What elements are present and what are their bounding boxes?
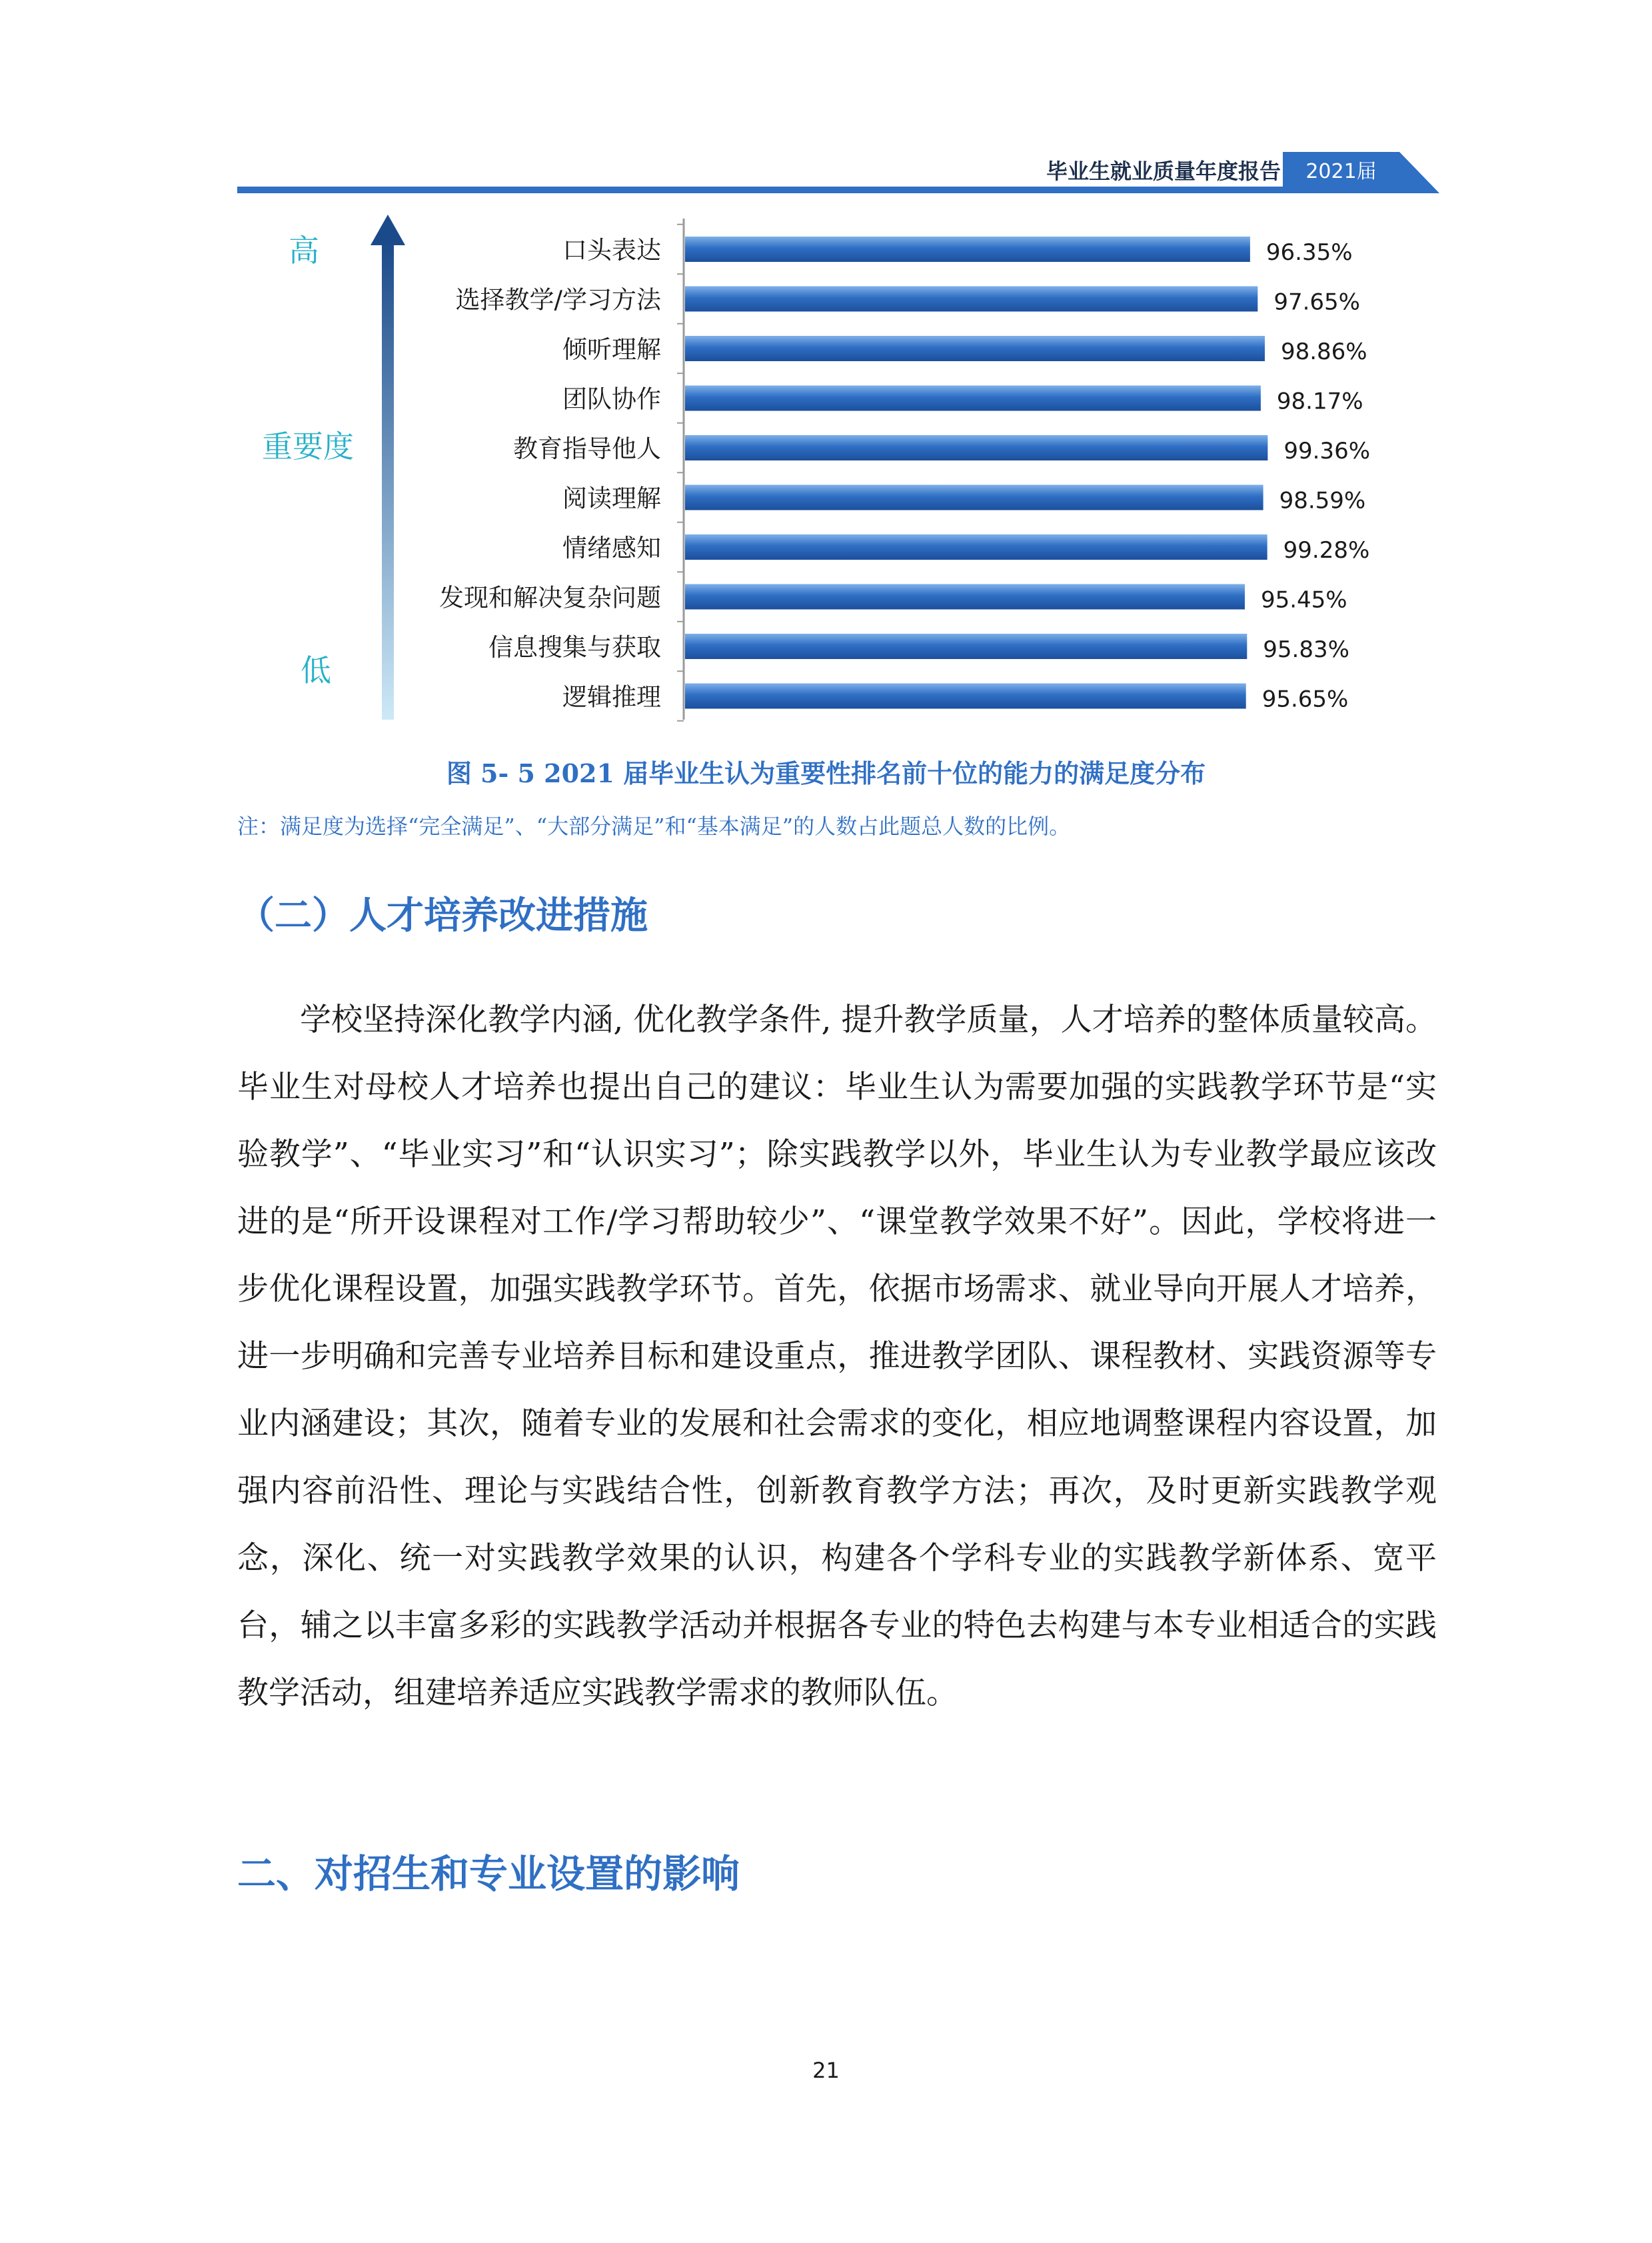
importance-arrow-head (371, 215, 405, 245)
value-label: 96.35% (1265, 239, 1353, 266)
figure-note: 注：满足度为选择“完全满足”、“大部分满足”和“基本满足”的人数占此题总人数的比例。 (237, 814, 1071, 839)
category-label: 倾听理解 (562, 335, 661, 364)
value-label: 95.65% (1261, 686, 1349, 713)
body-paragraph: 学校坚持深化教学内涵, 优化教学条件, 提升教学质量，人才培养的整体质量较高。毕业生对母校人才培养也提出自己的建议：毕业生认为需要加强的实践教学环节是“实验教学”、“毕业实习”和“认识实习”；除实践教学以外，毕业生认为专业教学最应该改进的是“所开设课程对工作/学习帮助较少”、“课堂教学效果不好”。因此，学校将进一步优化课程设置，加强实践教学环节。首先，依据市场需求、就业导向开展人才培养，进一步明确和完善专业培养目标和建设重点，推进教学团队、课程教材、实践资源等专业内涵建设；其次，随着专业的发展和社会需求的变化，相应地调整课程内容设置，加强内容前沿性、理论与实践结合性，创新教育教学方法；再次，及时更新实践教学观念，深化、统一对实践教学效果的认识，构建各个学科专业的实践教学新体系、宽平台，辅之以丰富多彩的实践教学活动并根据各专业的特色去构建与本专业相适合的实践教学活动，组建培养适应实践教学需求的教师队伍。 (237, 1002, 1437, 1711)
bar (685, 435, 1267, 460)
report-title: 毕业生就业质量年度报告 (1046, 159, 1281, 184)
category-label: 发现和解决复杂问题 (439, 583, 661, 612)
category-label: 信息搜集与获取 (488, 633, 661, 662)
category-label: 逻辑推理 (562, 682, 661, 712)
page-number: 21 (812, 2058, 840, 2083)
bar (685, 485, 1263, 510)
bar (685, 584, 1245, 610)
bar (685, 534, 1267, 560)
section-heading: 二、对招生和专业设置的影响 (237, 1851, 740, 1896)
header-rule (237, 187, 1399, 193)
category-label: 阅读理解 (562, 484, 661, 513)
bar (685, 336, 1265, 361)
value-label: 98.17% (1276, 388, 1363, 415)
importance-arrow-shaft (382, 241, 394, 720)
bar (685, 287, 1257, 312)
satisfaction-bar-chart (237, 200, 1399, 733)
year-badge: 2021届 (1283, 152, 1399, 187)
category-label: 情绪感知 (562, 534, 661, 562)
value-label: 99.36% (1283, 438, 1371, 464)
bar (685, 386, 1261, 411)
value-label: 95.83% (1263, 636, 1349, 663)
value-label: 95.45% (1260, 586, 1347, 614)
value-label: 99.28% (1283, 537, 1370, 564)
figure-caption: 图 5- 5 2021 届毕业生认为重要性排名前十位的能力的满足度分布 (446, 758, 1206, 788)
bar (685, 237, 1250, 262)
section-subheading: （二）人才培养改进措施 (237, 894, 648, 938)
arrow-label-low: 低 (301, 652, 331, 688)
value-label: 98.86% (1280, 339, 1367, 365)
bar (685, 634, 1247, 659)
arrow-label-importance: 重要度 (262, 428, 354, 464)
header-wedge (1399, 152, 1439, 193)
category-label: 团队协作 (562, 384, 661, 414)
category-label: 选择教学/学习方法 (455, 285, 661, 315)
category-label: 教育指导他人 (513, 434, 661, 463)
value-label: 97.65% (1273, 289, 1360, 316)
arrow-label-high: 高 (289, 233, 319, 269)
category-label: 口头表达 (562, 236, 661, 265)
value-label: 98.59% (1279, 487, 1366, 514)
bar (685, 684, 1246, 709)
